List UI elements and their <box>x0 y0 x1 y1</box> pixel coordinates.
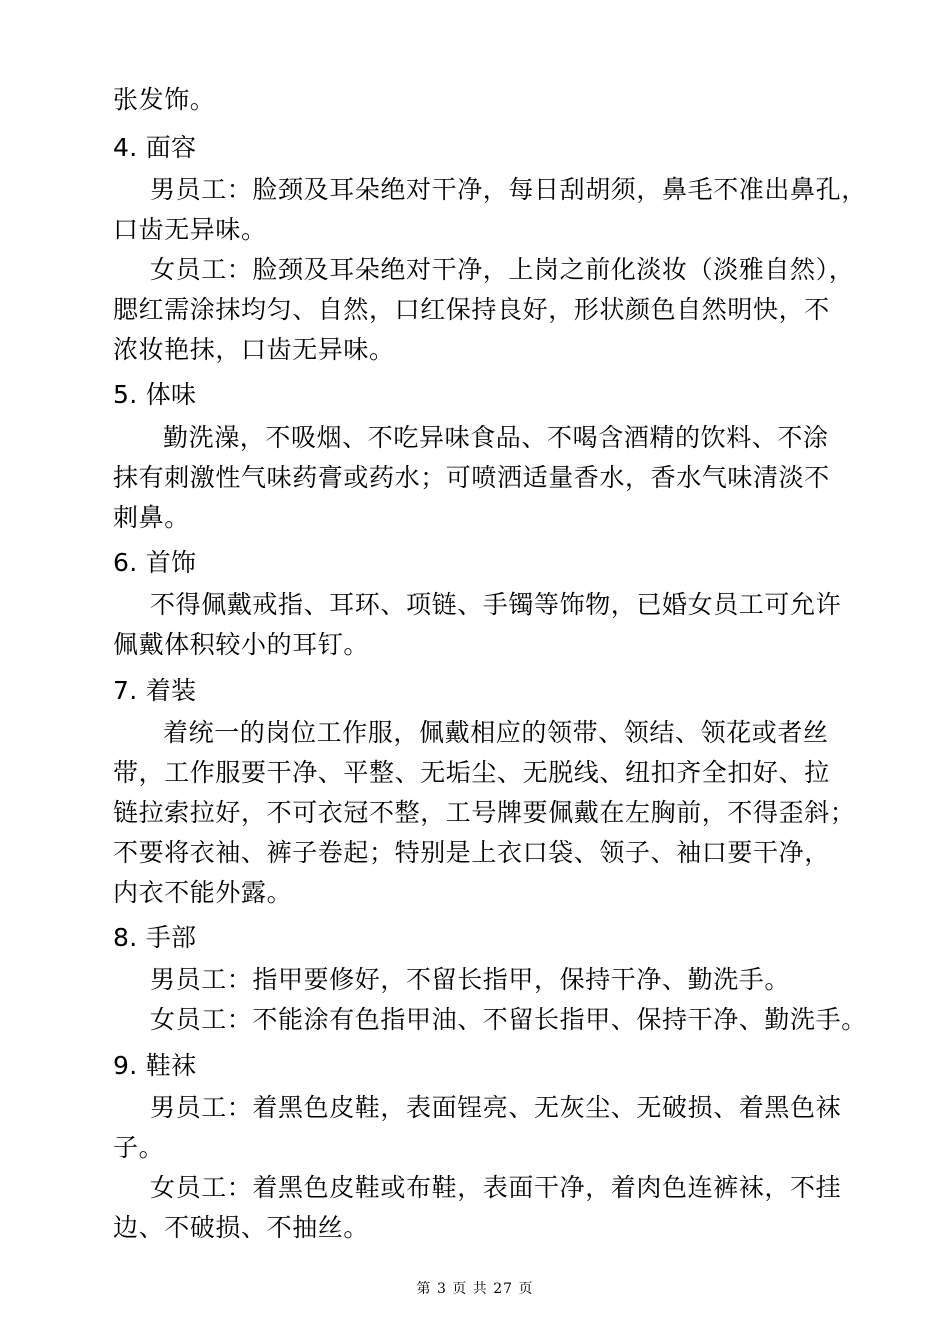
paragraph-line: 女员工：脸颈及耳朵绝对干净，上岗之前化淡妆（淡雅自然）， <box>150 255 855 284</box>
paragraph-line: 内衣不能外露。 <box>113 878 293 907</box>
paragraph-line: 张发饰。 <box>113 85 216 114</box>
paragraph-line: 腮红需涂抹均匀、自然，口红保持良好，形状颜色自然明快，不 <box>113 295 830 324</box>
paragraph-line: 着统一的岗位工作服，佩戴相应的领带、领结、领花或者丝 <box>163 718 829 747</box>
paragraph-line: 带，工作服要干净、平整、无垢尘、无脱线、纽扣齐全扣好、拉 <box>113 758 830 787</box>
paragraph-line: 男员工：指甲要修好，不留长指甲，保持干净、勤洗手。 <box>150 965 791 994</box>
paragraph-line: 勤洗澡，不吸烟、不吃异味食品、不喝含酒精的饮料、不涂 <box>163 423 829 452</box>
paragraph-line: 链拉索拉好，不可衣冠不整，工号牌要佩戴在左胸前，不得歪斜； <box>113 798 856 827</box>
paragraph-line: 子。 <box>113 1133 165 1162</box>
section-heading-jewelry: 6. 首饰 <box>113 548 197 577</box>
section-heading-shoes-socks: 9. 鞋袜 <box>113 1051 197 1080</box>
section-heading-hands: 8. 手部 <box>113 923 197 952</box>
section-heading-face: 4. 面容 <box>113 133 197 162</box>
page-footer: 第 3 页 共 27 页 <box>416 1281 534 1297</box>
paragraph-line: 男员工：脸颈及耳朵绝对干净，每日刮胡须，鼻毛不准出鼻孔， <box>150 175 867 204</box>
paragraph-line: 不得佩戴戒指、耳环、项链、手镯等饰物，已婚女员工可允许 <box>150 590 842 619</box>
paragraph-line: 抹有刺激性气味药膏或药水；可喷洒适量香水，香水气味清淡不 <box>113 463 830 492</box>
section-heading-attire: 7. 着装 <box>113 676 197 705</box>
paragraph-line: 女员工：着黑色皮鞋或布鞋，表面干净，着肉色连裤袜，不挂 <box>150 1173 842 1202</box>
paragraph-line: 浓妆艳抹，口齿无异味。 <box>113 335 395 364</box>
paragraph-line: 刺鼻。 <box>113 503 190 532</box>
paragraph-line: 佩戴体积较小的耳钉。 <box>113 630 370 659</box>
paragraph-line: 口齿无异味。 <box>113 215 267 244</box>
paragraph-line: 边、不破损、不抽丝。 <box>113 1213 370 1242</box>
paragraph-line: 女员工：不能涂有色指甲油、不留长指甲、保持干净、勤洗手。 <box>150 1005 867 1034</box>
paragraph-line: 男员工：着黑色皮鞋，表面锃亮、无灰尘、无破损、着黑色袜 <box>150 1093 842 1122</box>
section-heading-body-odor: 5. 体味 <box>113 380 197 409</box>
paragraph-line: 不要将衣袖、裤子卷起；特别是上衣口袋、领子、袖口要干净， <box>113 838 830 867</box>
